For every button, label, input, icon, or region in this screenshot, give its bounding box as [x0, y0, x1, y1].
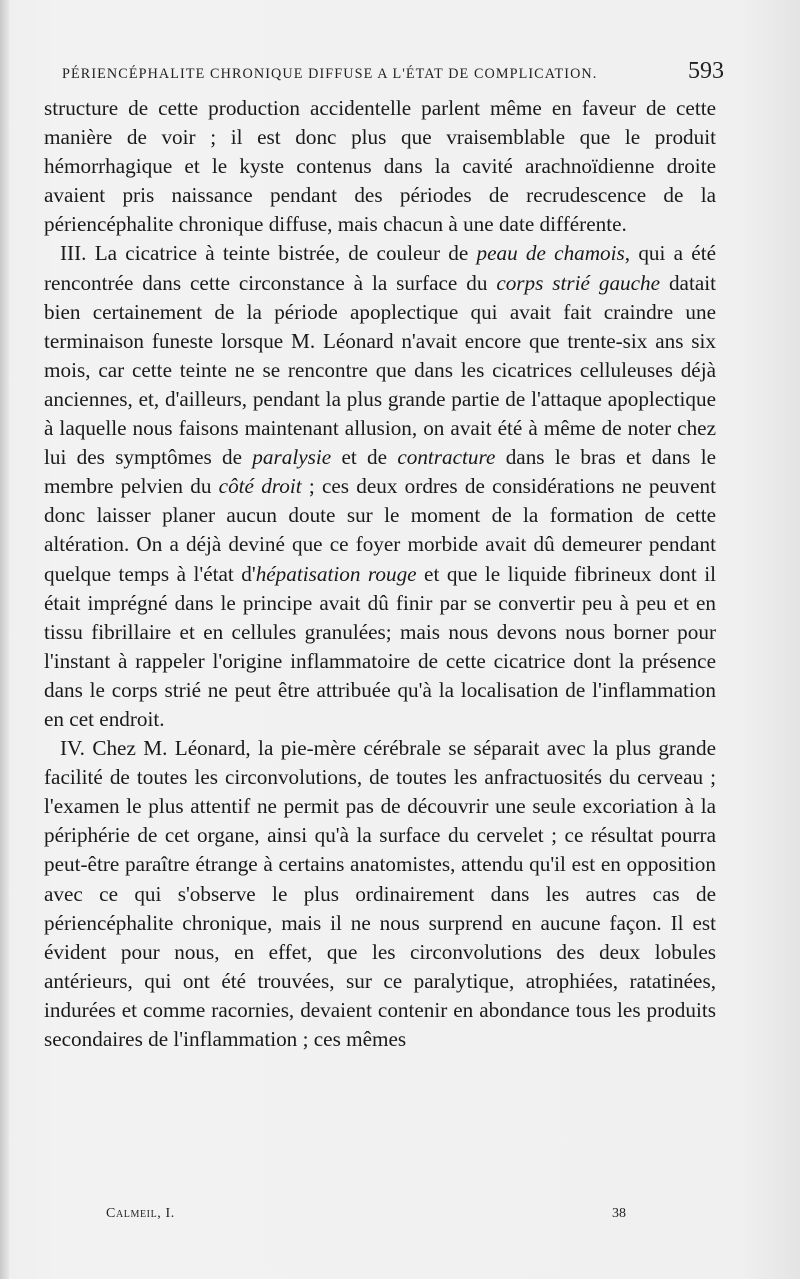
paragraph-2-text-4: et de [331, 445, 398, 470]
page-footer [106, 1206, 626, 1230]
paragraph-2-text-5: dans le bras et dans le membre pelvien du [44, 445, 716, 499]
italic-corps-strie-gauche: corps strié gauche [496, 270, 661, 295]
paragraph-2-text-1: III. La cicatrice à teinte bistrée, de couleur de [60, 241, 477, 266]
paragraph-3: IV. Chez M. Léonard, la pie-mère cérébrale se séparait avec la plus grande facilité de toutes les circonvolutions, de toutes les anfractuosités du cerveau ; l'examen le plus attentif ne permit pas de découvrir une seule excoriation à la périphérie de cet organe, ainsi qu'à la surface du cervelet ; ce résultat pourra peut-être paraître étrange à certains anatomistes, attendu qu'il est en opposition avec ce qui s'observe le plus ordinairement dans les autres cas de périencéphalite chronique, mais il ne nous surprend en aucune façon. Il est évident pour nous, en effet, que les circonvolutions des deux lobules antérieurs, qui ont été trouvées, sur ce paralytique, atrophiées, ratatinées, indurées et comme racornies, devaient contenir en abondance tous les produits secondaires de l'inflammation ; ces mêmes [44, 736, 716, 1051]
italic-hepatisation-rouge: hépatisation rouge [255, 561, 417, 586]
italic-contracture: contracture [397, 445, 496, 470]
paragraph-2-text-2: , qui a été rencontrée dans cette circonstance à la surface du [44, 241, 716, 295]
paragraph-2 [44, 239, 716, 734]
paragraph-2-text-6: ; ces deux ordres de considérations ne peuvent donc laisser planer aucun doute sur le moment de la formation de cette altération. On a déjà deviné que ce foyer morbide avait dû demeurer pendant quelque temps à l'état d' [44, 474, 717, 586]
italic-cote-droit: côté droit [218, 474, 302, 499]
running-title: PÉRIENCÉPHALITE CHRONIQUE DIFFUSE A L'ÉTAT DE COMPLICATION. [62, 66, 598, 82]
running-head [62, 58, 724, 88]
page-number: 593 [688, 58, 724, 84]
paragraph-2-text-7: et que le liquide fibrineux dont il était imprégné dans le principe avait dû finir par se convertir peu à peu et en tissu fibrillaire et en cellules granulées; mais nous devons nous borner pour l'instant à rappeler l'origine inflammatoire de cette cicatrice dont la présence dans le corps strié ne peut être attribuée qu'à la localisation de l'inflammation en cet endroit. [44, 561, 717, 731]
sheet-number: 38 [612, 1206, 626, 1221]
page-edge-shadow [0, 0, 9, 1279]
italic-peau-de-chamois: peau de chamois [476, 241, 625, 266]
paragraph-1: structure de cette production accidentelle parlent même en faveur de cette manière de voir ; il est donc plus que vraisemblable que le produit hémorrhagique et le kyste contenus dans la cavité arachnoïdienne droite avaient pris naissance pendant des périodes de recrudescence de la périencéphalite chronique diffuse, mais chacun à une date différente. [44, 96, 716, 237]
italic-paralysie: paralysie [252, 445, 332, 470]
paragraph-2-text-3: datait bien certainement de la période apoplectique qui avait fait craindre une terminaison funeste lorsque M. Léonard n'avait encore que trente-six ans six mois, car cette teinte ne se rencontre que dans les cicatrices celluleuses déjà anciennes, et, d'ailleurs, pendant la plus grande partie de l'attaque apoplectique à laquelle nous faisons maintenant allusion, on avait été à même de noter chez lui des symptômes de [44, 270, 717, 470]
body-text [44, 94, 716, 1054]
printer-signature: Calmeil, I. [106, 1206, 175, 1221]
